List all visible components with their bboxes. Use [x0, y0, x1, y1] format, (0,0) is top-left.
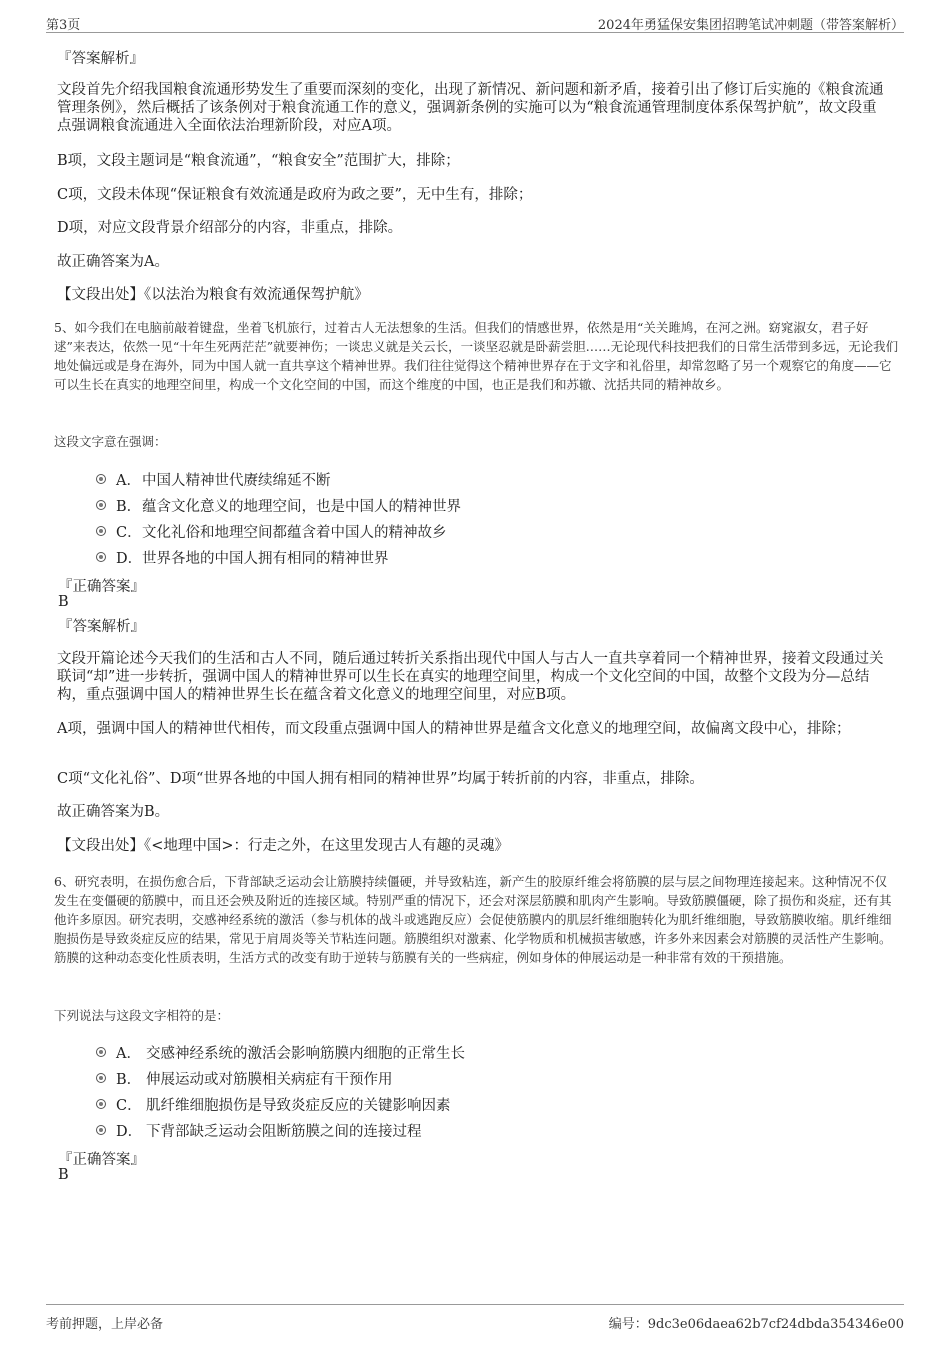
- q4-analysis-p5: 故正确答案为A。: [57, 254, 169, 270]
- q5-correct-answer: B: [58, 594, 69, 610]
- q6-stem: 6、研究表明，在损伤愈合后，下背部缺乏运动会让筋膜持续僵硬，并导致粘连，新产生的胶原纤维会将筋膜的层与层之间物理连接起来。这种情况不仅发生在变僵硬的筋膜中，而且还会殃及附近的连接区域。特别严重的情况下，还会对深层筋膜和肌肉产生影响。导致筋膜僵硬，除了损伤和炎症，还有其他许多原因。研究表明，交感神经系统的激活（参与机体的战斗或逃跑反应）会促使筋膜内的肌层纤维细胞转化为肌纤维细胞，导致筋膜收缩。肌纤维细胞损伤是导致炎症反应的结果，常见于肩周炎等关节粘连问题。筋膜组织对激素、化学物质和机械损害敏感，许多外来因素会对筋膜的灵活性产生影响。筋膜的这种动态变化性质表明，生活方式的改变有助于逆转与筋膜有关的一些病症，例如身体的伸展运动是一种非常有效的干预措施。: [54, 874, 892, 965]
- q4-analysis-p4: D项，对应文段背景介绍部分的内容，非重点，排除。: [57, 220, 403, 236]
- q4-analysis-label: 『答案解析』: [57, 51, 144, 67]
- q5-analysis-label: 『答案解析』: [58, 619, 145, 635]
- radio-icon[interactable]: [96, 1047, 106, 1057]
- q5-option-c[interactable]: C． 文化礼俗和地理空间都蕴含着中国人的精神故乡: [96, 521, 856, 541]
- radio-icon[interactable]: [96, 1073, 106, 1083]
- q6-question: 下列说法与这段文字相符的是：: [54, 1008, 230, 1023]
- q5-analysis-p1: 文段开篇论述今天我们的生活和古人不同，随后通过转折关系指出现代中国人与古人一直共享着同一个精神世界，接着文段通过关联词“却”进一步转折，强调中国人的精神世界可以生长在真实的地理空间里，构成一个文化空间的中国，故整个文段为分—总结构，重点强调中国人的精神世界生长在蕴含着文化意义的地理空间里，对应B项。: [57, 651, 884, 703]
- q5-analysis-p2: A项，强调中国人的精神世代相传，而文段重点强调中国人的精神世界是蕴含文化意义的地理空间，故偏离文段中心，排除；: [57, 721, 851, 737]
- q6-option-c[interactable]: C． 肌纤维细胞损伤是导致炎症反应的关键影响因素: [96, 1094, 856, 1114]
- page-header: [46, 12, 904, 33]
- radio-icon[interactable]: [96, 1099, 106, 1109]
- radio-icon[interactable]: [96, 552, 106, 562]
- q5-correct-label: 『正确答案』: [58, 579, 145, 595]
- q5-option-a[interactable]: A． 中国人精神世代赓续绵延不断: [96, 469, 856, 489]
- q5-source: 【文段出处】《<地理中国>：行走之外，在这里发现古人有趣的灵魂》: [57, 838, 510, 854]
- q5-stem: 5、如今我们在电脑前敲着键盘，坐着飞机旅行，过着古人无法想象的生活。但我们的情感世界，依然是用“关关雎鸠，在河之洲。窈窕淑女，君子好逑”来表达，依然一见“十年生死两茫茫”就要神伤；一谈忠义就是关云长，一谈坚忍就是卧薪尝胆……无论现代科技把我们的日常生活带到多远，无论我们地处偏远或是身在海外，同为中国人就一直共享这个精神世界。我们往往觉得这个精神世界存在于文字和礼俗里，却常忽略了另一个观察它的角度——它可以生长在真实的地理空间里，构成一个文化空间的中国，而这个维度的中国，也正是我们和苏辙、沈括共同的精神故乡。: [54, 320, 899, 392]
- q5-analysis-p4: 故正确答案为B。: [57, 804, 170, 820]
- q4-source: 【文段出处】《以法治为粮食有效流通保驾护航》: [57, 287, 369, 303]
- q6-correct-label: 『正确答案』: [58, 1152, 145, 1168]
- radio-icon[interactable]: [96, 474, 106, 484]
- page-number: 第3页: [46, 18, 81, 33]
- q6-option-a[interactable]: A． 交感神经系统的激活会影响筋膜内细胞的正常生长: [96, 1042, 856, 1062]
- q5-option-d[interactable]: D． 世界各地的中国人拥有相同的精神世界: [96, 547, 856, 567]
- radio-icon[interactable]: [96, 500, 106, 510]
- q4-analysis-p2: B项，文段主题词是“粮食流通”，“粮食安全”范围扩大，排除；: [57, 153, 460, 169]
- q4-analysis-p3: C项，文段未体现“保证粮食有效流通是政府为政之要”，无中生有，排除；: [57, 187, 533, 203]
- q6-option-d[interactable]: D． 下背部缺乏运动会阻断筋膜之间的连接过程: [96, 1120, 856, 1140]
- footer-slogan: 考前押题，上岸必备: [46, 1317, 164, 1332]
- radio-icon[interactable]: [96, 1125, 106, 1135]
- q5-question: 这段文字意在强调：: [54, 434, 167, 449]
- document-title: 2024年勇猛保安集团招聘笔试冲刺题（带答案解析）: [597, 18, 904, 33]
- q4-analysis-p1: 文段首先介绍我国粮食流通形势发生了重要而深刻的变化，出现了新情况、新问题和新矛盾，接着引出了修订后实施的《粮食流通管理条例》，然后概括了该条例对于粮食流通工作的意义，强调新条例的实施可以为“粮食流通管理制度体系保驾护航”，故文段重点强调粮食流通进入全面依法治理新阶段，对应A项。: [57, 82, 884, 134]
- document-id: 编号：9dc3e06daea62b7cf24dbda354346e00: [608, 1317, 904, 1332]
- q5-analysis-p3: C项“文化礼俗”、D项“世界各地的中国人拥有相同的精神世界”均属于转折前的内容，非重点，排除。: [57, 771, 704, 787]
- q6-option-b[interactable]: B． 伸展运动或对筋膜相关病症有干预作用: [96, 1068, 856, 1088]
- radio-icon[interactable]: [96, 526, 106, 536]
- q5-option-b[interactable]: B． 蕴含文化意义的地理空间，也是中国人的精神世界: [96, 495, 856, 515]
- q6-correct-answer: B: [58, 1167, 69, 1183]
- page-footer: [46, 1304, 904, 1332]
